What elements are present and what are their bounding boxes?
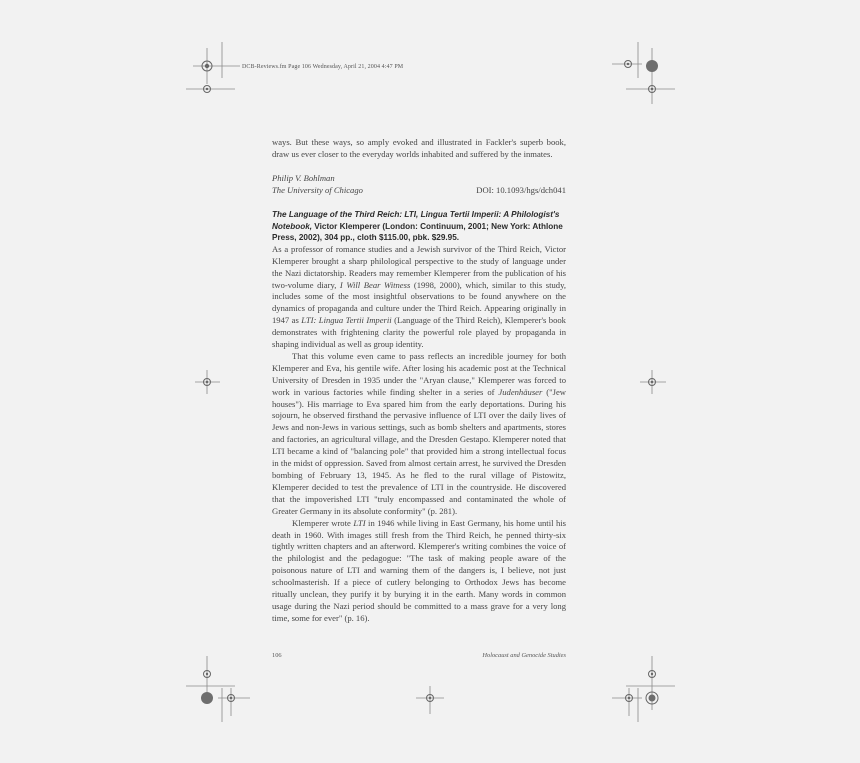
doi-reference: DOI: 10.1093/hgs/dch041 xyxy=(476,184,566,195)
book-review xyxy=(272,209,566,625)
book-title: The Language of the Third Reich: LTI, Lingua Tertii Imperii: A Philologist's Notebook, xyxy=(272,210,560,231)
review-title xyxy=(272,209,566,244)
italic-run: LTI: Lingua Tertii Imperii xyxy=(301,315,392,326)
text-run: ("Jew houses"). His marriage to Eva spared him from the early deportations. During his sojourn, he observed firsthand the pervasive influence of LTI over the daily lives of Jews and non-Jews in various settings, such as bomb shelters and apartments, stores and factories, an agricultural village, and the Dresden Gestapo. Klemperer noted that LTI became a kind of "balancing pole" that provided him a strong intellectual focus in the midst of oppression. Saved from almost certain arrest, he survived the Dresden bombing of February 13, 1945. As he fled to the rural village of Pistowitz, Klemperer decided to test the prevalence of LTI in the countryside. He discovered that the impoverished LTI "truly encompassed and contaminated the whole of Greater Germany in its absolute conformity" (p. 281). xyxy=(272,386,566,516)
book-publication-info: Victor Klemperer (London: Continuum, 2001; New York: Athlone Press, 2002), 304 pp., cloth $115.00, pbk. $29.95. xyxy=(272,221,563,243)
print-slug: DCB-Reviews.fm Page 106 Wednesday, April 21, 2004 4:47 PM xyxy=(242,64,404,70)
reviewer-affiliation: The University of Chicago xyxy=(272,184,363,195)
reviewer-signature xyxy=(272,173,566,197)
reviewer-name: Philip V. Bohlman xyxy=(272,173,335,183)
review-paragraph xyxy=(272,244,566,351)
text-run: Klemperer wrote xyxy=(292,517,354,528)
journal-name: Holocaust and Genocide Studies xyxy=(482,652,566,659)
italic-run: Judenhäuser xyxy=(498,386,543,397)
text-run: That this volume even came to pass reflects an incredible journey for both Klemperer and Eva, his gentile wife. After losing his academic post at the Technical University of Dresden in 1935 under the "Aryan clause," Klemperer was forced to work in various factories while finding shelter in a series of xyxy=(272,350,566,397)
text-run: in 1946 while living in East Germany, his home until his death in 1960. With images still fresh from the Third Reich, he penned thirty-six tightly written chapters and an afterword. Klemperer's writing combines the voice of the philologist and the pedagogue: "The task of making people aware of the poisonous nature of LTI and warning them of the dangers is, I believe, not just schoolmasterish. If a piece of cutlery belonging to Orthodox Jews has become ritually unclean, they purify it by burying it in the earth. Many words in common usage during the Nazi period should be committed to a mass grave for a very long time, some for ever" (p. 16). xyxy=(272,517,566,623)
page-number: 106 xyxy=(272,652,282,659)
italic-run: LTI xyxy=(353,517,366,528)
page-footer xyxy=(272,652,566,659)
review-paragraph xyxy=(272,518,566,625)
text-run: As a professor of romance studies and a Jewish survivor of the Third Reich, Victor Klemperer brought a sharp philological perspective to the study of language under the Nazi dictatorship. Readers may remember Klemperer from the publication of his two-volume diary, xyxy=(272,243,566,290)
text-run: (Language of the Third Reich), Klemperer's book demonstrates with frightening clarity the powerful role played by propaganda in shaping individual as well as group identity. xyxy=(272,315,566,350)
review-paragraph xyxy=(272,351,566,518)
italic-run: I Will Bear Witness xyxy=(339,279,411,290)
text-run: (1998, 2000), which, similar to this study, includes some of the most insightful observations to be found anywhere on the dynamics of propaganda and culture under the Third Reich. Appearing originally in 1947 as xyxy=(272,279,566,326)
lead-paragraph: ways. But these ways, so amply evoked and illustrated in Fackler's superb book, draw us ever closer to the everyday worlds inhabited and suffered by the inmates. xyxy=(272,137,566,159)
